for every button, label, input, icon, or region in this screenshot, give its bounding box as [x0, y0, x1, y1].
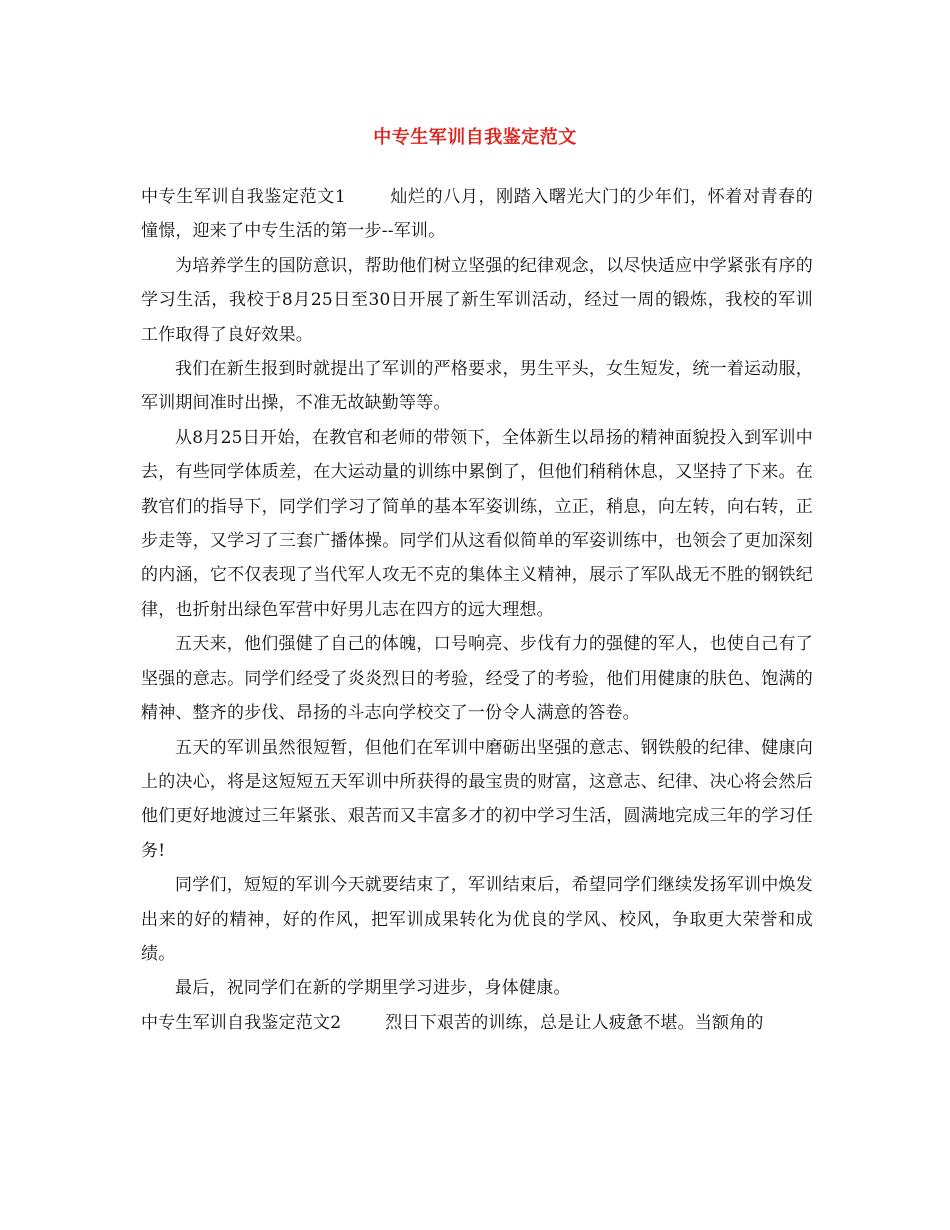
paragraph-6: 五天的军训虽然很短暂，但他们在军训中磨砺出坚强的意志、钢铁般的纪律、健康向上的决心，将是这短短五天军训中所获得的最宝贵的财富，这意志、纪律、决心将会然后他们更好地渡过三年紧张、艰苦而又丰富多才的初中学习生活，圆满地完成三年的学习任务!: [141, 737, 813, 861]
paragraph-2: 为培养学生的国防意识，帮助他们树立坚强的纪律观念，以尽快适应中学紧张有序的学习生活，我校于8月25日至30日开展了新生军训活动，经过一周的锻炼，我校的军训工作取得了良好效果。: [141, 255, 813, 345]
section-heading-2: 中专生军训自我鉴定范文2: [141, 1012, 342, 1033]
paragraph-1-text: 灿烂的八月，刚踏入曙光大门的少年们，怀着对青春的憧憬，迎来了中专生活的第一步--军训。: [141, 187, 813, 242]
paragraph-7: 同学们，短短的军训今天就要结束了，军训结束后，希望同学们继续发扬军训中焕发出来的好的精神，好的作风，把军训成果转化为优良的学风、校风，争取更大荣誉和成绩。: [141, 875, 813, 964]
paragraph-8: 最后，祝同学们在新的学期里学习进步，身体健康。: [175, 978, 571, 999]
paragraph-1: [141, 180, 813, 249]
document-body: [141, 180, 813, 1040]
paragraph-4: 从8月25日开始，在教官和老师的带领下，全体新生以昂扬的精神面貌投入到军训中去，有些同学体质差，在大运动量的训练中累倒了，但他们稍稍休息，又坚持了下来。在教官们的指导下，同学们学习了简单的基本军姿训练，立正，稍息，向左转，向右转，正步走等，又学习了三套广播体操。同学们从这看似简单的军姿训练中，也领会了更加深刻的内涵，它不仅表现了当代军人攻无不克的集体主义精神，展示了军队战无不胜的钢铁纪律，也折射出绿色军营中好男儿志在四方的远大理想。: [141, 427, 813, 620]
document-title: 中专生军训自我鉴定范文: [373, 127, 577, 148]
paragraph-3: 我们在新生报到时就提出了军训的严格要求，男生平头，女生短发，统一着运动服，军训期间准时出操，不准无故缺勤等等。: [141, 359, 813, 414]
paragraph-9: [141, 1006, 813, 1040]
section-heading-1: 中专生军训自我鉴定范文1: [141, 187, 346, 207]
paragraph-5: 五天来，他们强健了自己的体魄，口号响亮、步伐有力的强健的军人，也使自己有了坚强的意志。同学们经受了炎炎烈日的考验，经受了的考验，他们用健康的肤色、饱满的精神、整齐的步伐、昂扬的斗志向学校交了一份令人满意的答卷。: [141, 634, 813, 724]
paragraph-9-text: 烈日下艰苦的训练，总是让人疲惫不堪。当额角的: [385, 1012, 764, 1033]
